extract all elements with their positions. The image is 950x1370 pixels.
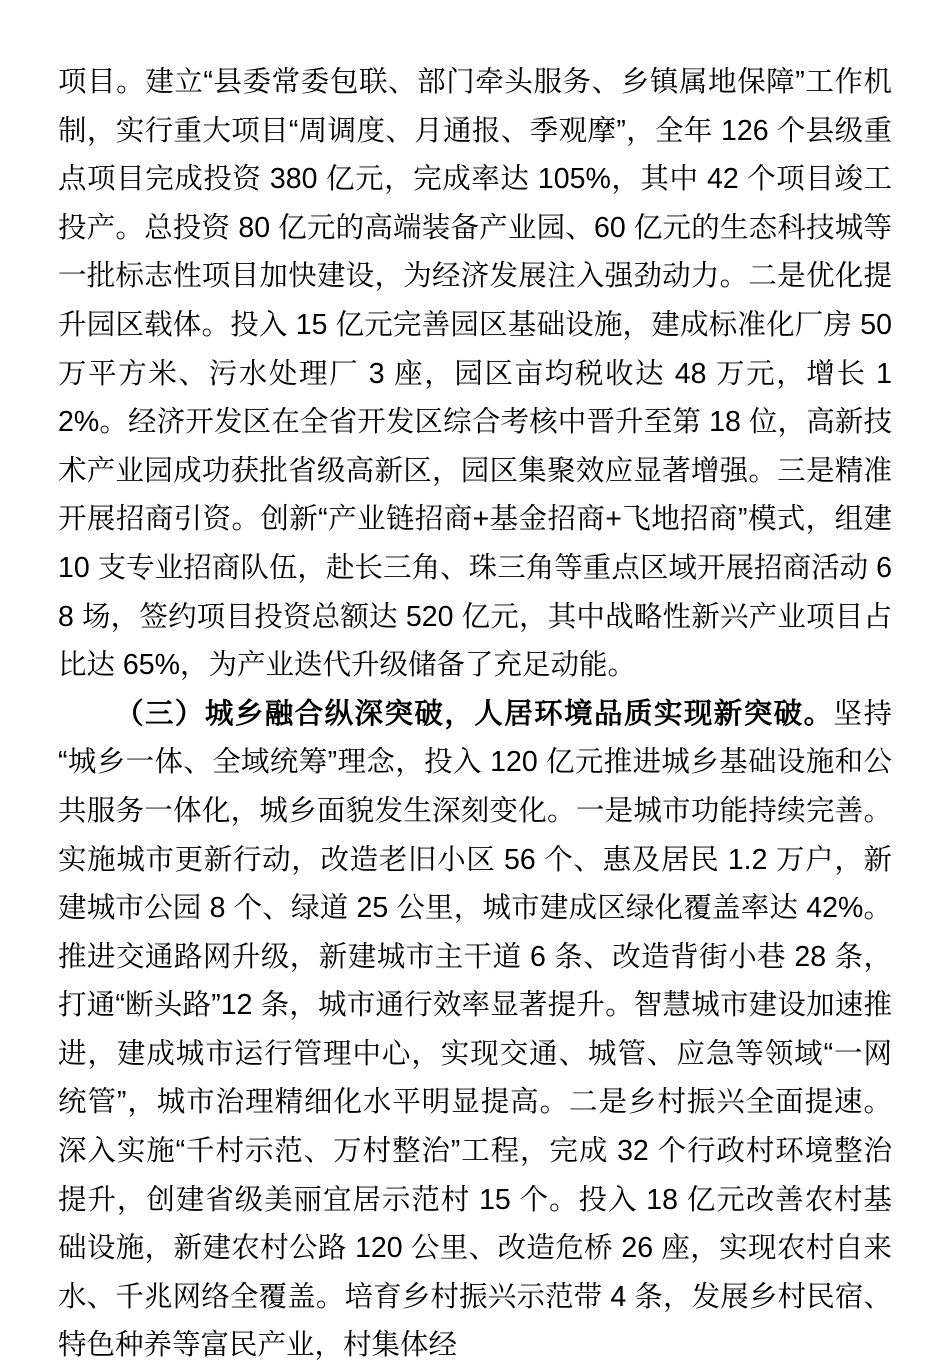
paragraph-body-text: 坚持“城乡一体、全域统筹”理念，投入 120 亿元推进城乡基础设施和公共服务一体化，城乡面貌发生深刻变化。一是城市功能持续完善。实施城市更新行动，改造老旧小区 56 个、惠及居民 1.2 万户，新建城市公园 8 个、绿道 25 公里，城市建成区绿化覆盖率达 42%。推进交通路网升级，新建城市主干道 6 条、改造背街小巷 28 条，打通“断头路”12 条，城市通行效率显著提升。智慧城市建设加速推进，建成城市运行管理中心，实现交通、城管、应急等领域“一网统管”，城市治理精细化水平明显提高。二是乡村振兴全面提速。深入实施“千村示范、万村整治”工程，完成 32 个行政村环境整治提升，创建省级美丽宜居示范村 15 个。投入 18 亿元改善农村基础设施，新建农村公路 120 公里、改造危桥 26 座，实现农村自来水、千兆网络全覆盖。培育乡村振兴示范带 4 条，发展乡村民宿、特色种养等富民产业，村集体经	[58, 697, 892, 1362]
paragraph-industrial-projects: 项目。建立“县委常委包联、部门牵头服务、乡镇属地保障”工作机制，实行重大项目“周调度、月通报、季观摩”，全年 126 个县级重点项目完成投资 380 亿元，完成率达 105%，其中 42 个项目竣工投产。总投资 80 亿元的高端装备产业园、60 亿元的生态科技城等一批标志性项目加快建设，为经济发展注入强劲动力。二是优化提升园区载体。投入 15 亿元完善园区基础设施，建成标准化厂房 50 万平方米、污水处理厂 3 座，园区亩均税收达 48 万元，增长 12%。经济开发区在全省开发区综合考核中晋升至第 18 位，高新技术产业园成功获批省级高新区，园区集聚效应显著增强。三是精准开展招商引资。创新“产业链招商+基金招商+飞地招商”模式，组建 10 支专业招商队伍，赴长三角、珠三角等重点区域开展招商活动 68 场，签约项目投资总额达 520 亿元，其中战略性新兴产业项目占比达 65%，为产业迭代升级储备了充足动能。	[58, 66, 892, 682]
paragraph-bold-lead: （三）城乡融合纵深突破，人居环境品质实现新突破。	[115, 697, 834, 730]
paragraph-urban-rural-integration	[58, 690, 892, 1370]
document-body	[58, 58, 892, 1370]
